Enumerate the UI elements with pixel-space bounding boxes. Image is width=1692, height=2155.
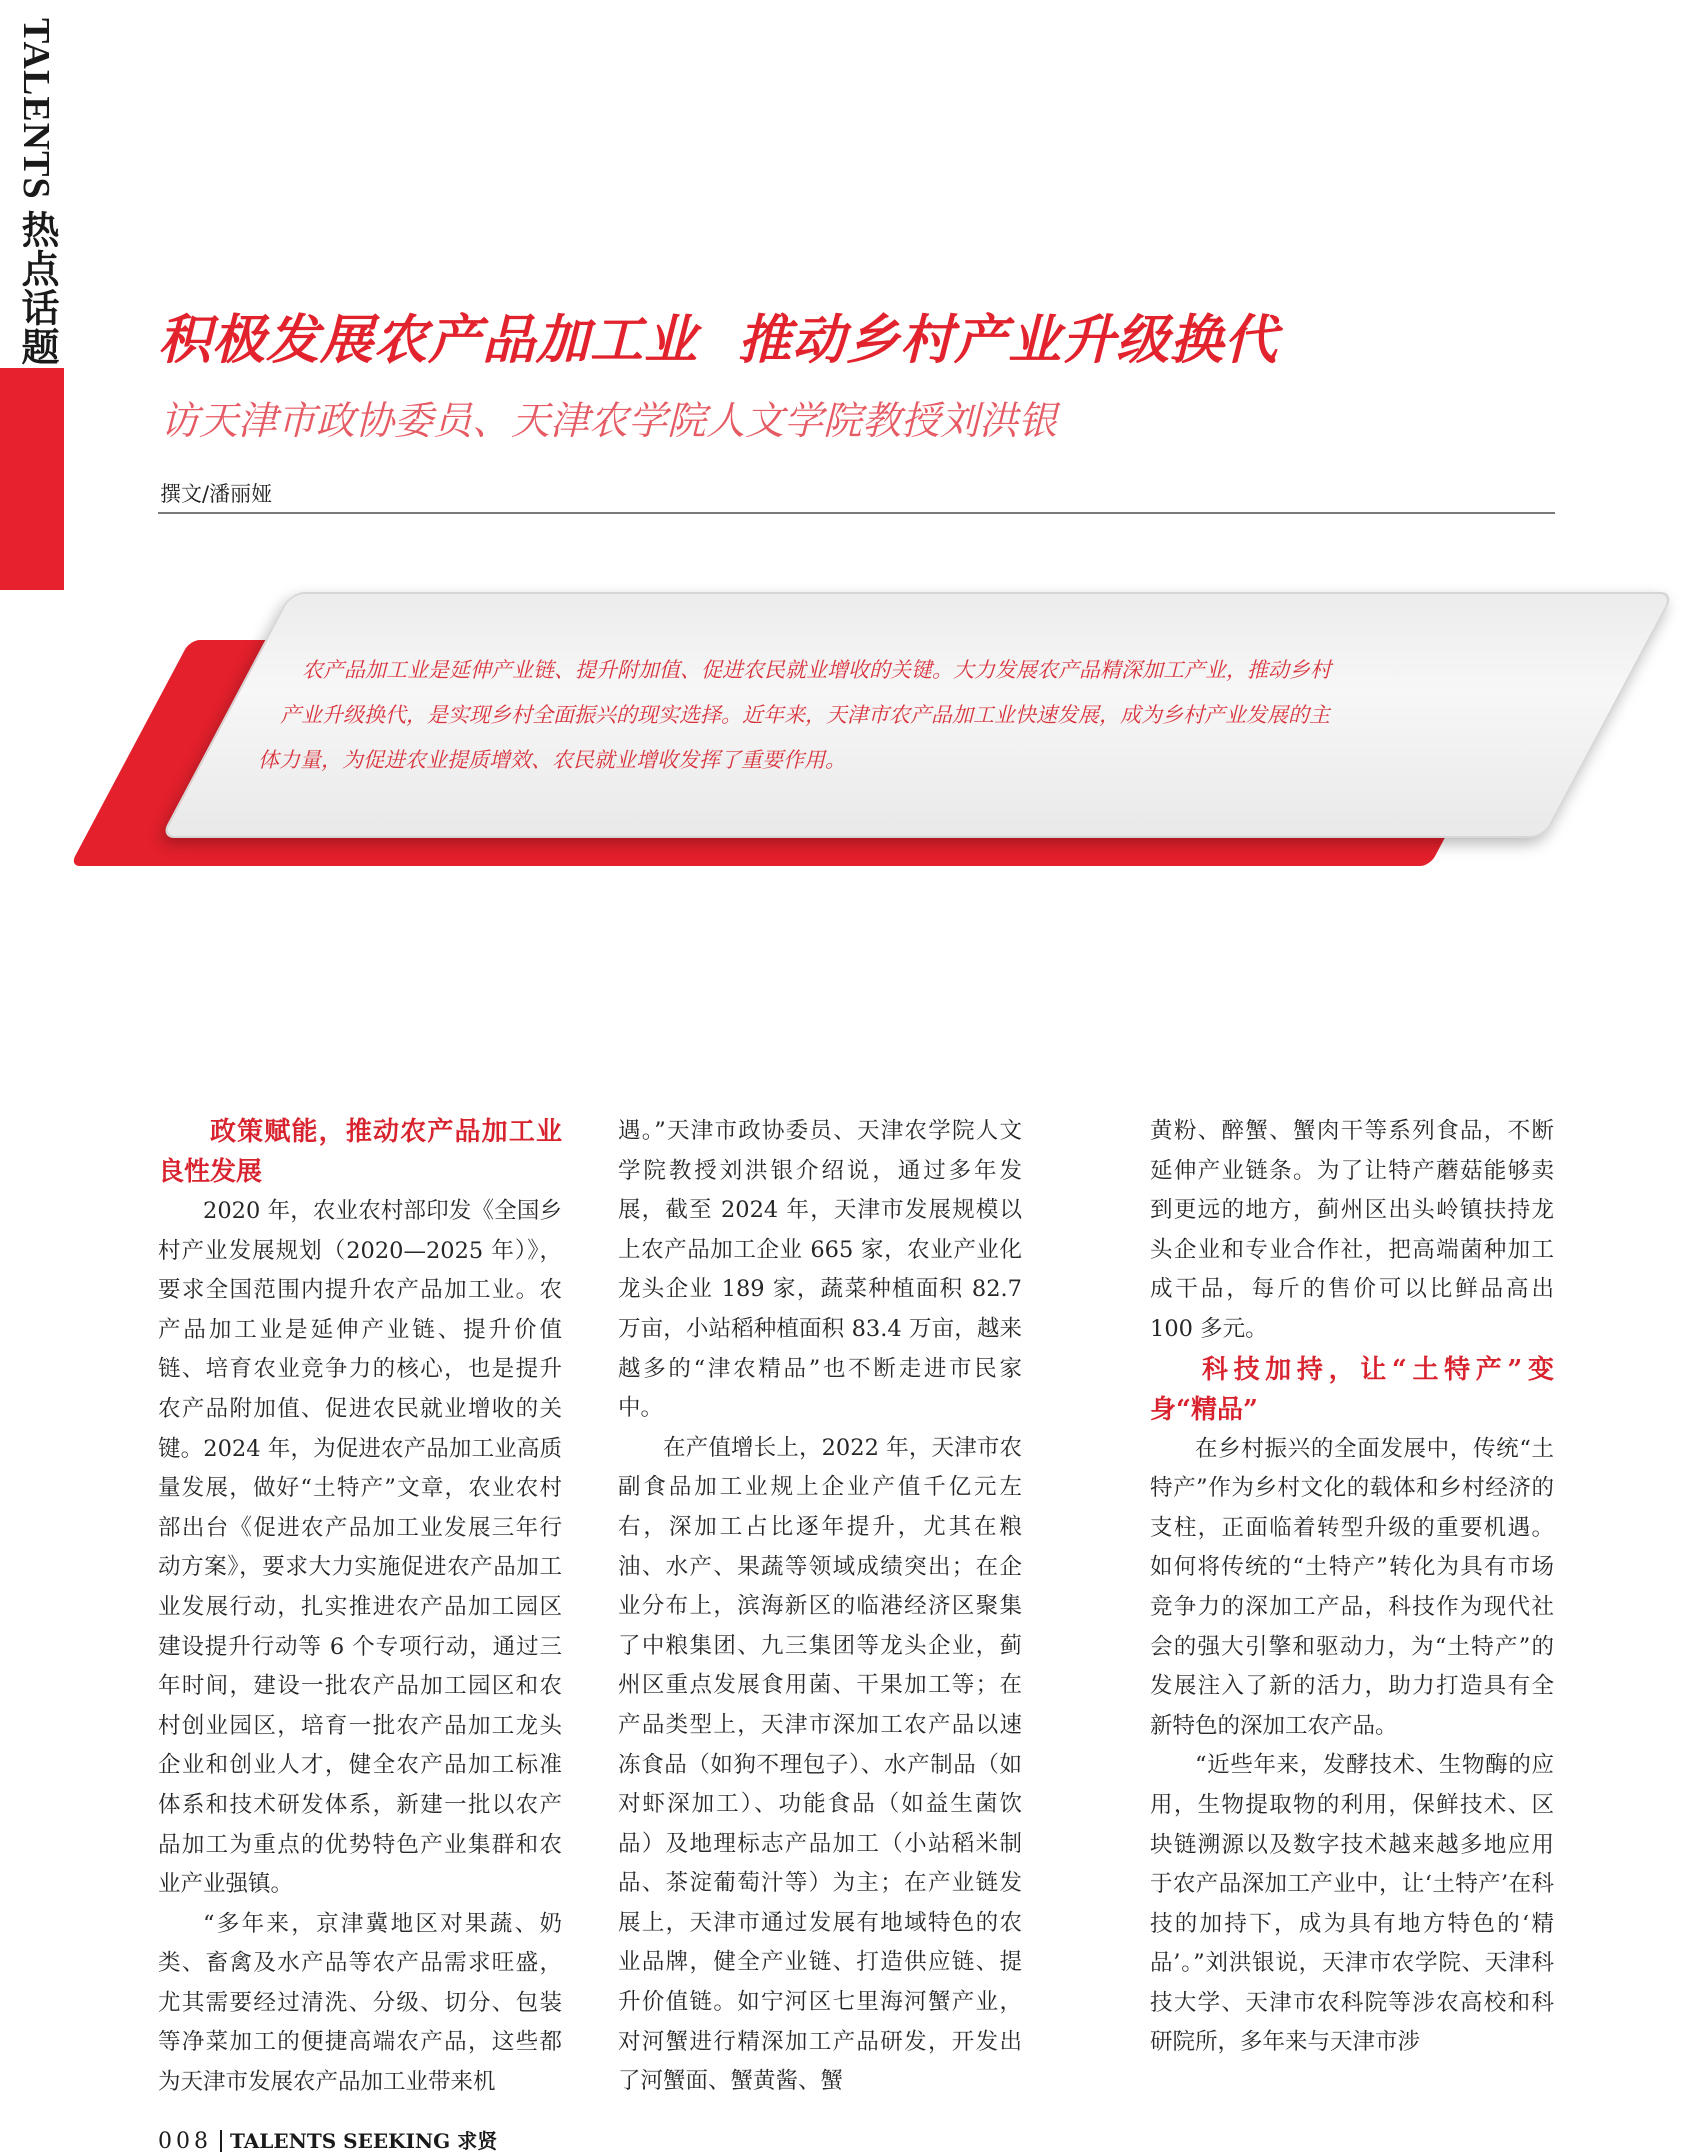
article-title-part1: 积极发展农产品加工业 (158, 310, 698, 371)
magazine-name-cn: 求贤 (457, 2129, 498, 2153)
summary-line: 体力量，为促进农业提质增效、农民就业增收发挥了重要作用。 (258, 748, 846, 772)
body-paragraph: 遇。”天津市政协委员、天津农学院人文学院教授刘洪银介绍说，通过多年发展，截至 2024 年，天津市发展规模以上农产品加工企业 665 家，农业产业化龙头企业 189 家，蔬菜种植面积 82.7 万亩，小站稻种植面积 83.4 万亩，越来越多的“津农精品”也不断走进市民家中。 (618, 1118, 1022, 1422)
section-heading: 科技加持，让“土特产”变身“精品” (1150, 1354, 1554, 1425)
magazine-name-en: TALENTS SEEKING (230, 2129, 451, 2153)
body-column-1 (158, 1112, 562, 2103)
section-heading: 政策赋能，推动农产品加工业良性发展 (158, 1117, 562, 1187)
body-column-2 (618, 1112, 1022, 2102)
header-divider (158, 512, 1555, 514)
page-footer (158, 2128, 497, 2155)
footer-separator (220, 2130, 222, 2152)
section-tab-red-bar (0, 368, 64, 590)
body-paragraph: 2020 年，农业农村部印发《全国乡村产业发展规划（2020—2025 年）》，要求全国范围内提升农产品加工业。农产品加工业是延伸产业链、提升价值链、培育农业竞争力的核心，也是提升农产品附加值、促进农民就业增收的关键。2024 年，为促进农产品加工业高质量发展，做好“土特产”文章，农业农村部出台《促进农产品加工业发展三年行动方案》，要求大力实施促进农产品加工业发展行动，扎实推进农产品加工园区建设提升行动等 6 个专项行动，通过三年时间，建设一批农产品加工园区和农村创业园区，培育一批农产品加工龙头企业和创业人才，健全农产品加工标准体系和技术研发体系，新建一批以农产品加工为重点的优势特色产业集群和农业产业强镇。 (158, 1198, 562, 1898)
page-number: 008 (158, 2129, 212, 2154)
section-tab-label: TALENTS 热点话题 (15, 18, 57, 367)
article-title-part2: 推动乡村产业升级换代 (738, 310, 1278, 371)
body-paragraph: “近些年来，发酵技术、生物酶的应用，生物提取物的利用，保鲜技术、区块链溯源以及数字技术越来越多地应用于农产品深加工产业中，让‘土特产’在科技的加持下，成为具有地方特色的‘精品’。”刘洪银说，天津市农学院、天津科技大学、天津市农科院等涉农高校和科研院所，多年来与天津市涉 (1150, 1752, 1554, 2056)
body-paragraph: 黄粉、醉蟹、蟹肉干等系列食品，不断延伸产业链条。为了让特产蘑菇能够卖到更远的地方，蓟州区出头岭镇扶持龙头企业和专业合作社，把高端菌种加工成干品，每斤的售价可以比鲜品高出 100 多元。 (1150, 1118, 1554, 1342)
body-column-3 (1150, 1112, 1554, 2063)
summary-line: 农产品加工业是延伸产业链、提升附加值、促进农民就业增收的关键。大力发展农产品精深加工产业，推动乡村 (302, 658, 1331, 682)
section-tab (0, 0, 64, 590)
summary-line: 产业升级换代，是实现乡村全面振兴的现实选择。近年来，天津市农产品加工业快速发展，成为乡村产业发展的主 (280, 703, 1330, 727)
summary-text (258, 648, 1458, 783)
article-title (158, 298, 1558, 374)
article-subtitle: 访天津市政协委员、天津农学院人文学院教授刘洪银 (160, 399, 1058, 444)
body-paragraph: “多年来，京津冀地区对果蔬、奶类、畜禽及水产品等农产品需求旺盛，尤其需要经过清洗、分级、切分、包装等净菜加工的便捷高端农产品，这些都为天津市发展农产品加工业带来机 (158, 1910, 562, 2096)
body-paragraph: 在乡村振兴的全面发展中，传统“土特产”作为乡村文化的载体和乡村经济的支柱，正面临着转型升级的重要机遇。如何将传统的“土特产”转化为具有市场竞争力的深加工产品，科技作为现代社会的强大引擎和驱动力，为“土特产”的发展注入了新的活力，助力打造具有全新特色的深加工农产品。 (1150, 1435, 1554, 1739)
body-paragraph: 在产值增长上，2022 年，天津市农副食品加工业规上企业产值千亿元左右，深加工占比逐年提升，尤其在粮油、水产、果蔬等领域成绩突出；在企业分布上，滨海新区的临港经济区聚集了中粮集团、九三集团等龙头企业，蓟州区重点发展食用菌、干果加工等；在产品类型上，天津市深加工农产品以速冻食品（如狗不理包子）、水产制品（如对虾深加工）、功能食品（如益生菌饮品）及地理标志产品加工（小站稻米制品、茶淀葡萄汁等）为主；在产业链发展上，天津市通过发展有地域特色的农业品牌，健全产业链、打造供应链、提升价值链。如宁河区七里海河蟹产业，对河蟹进行精深加工产品研发，开发出了河蟹面、蟹黄酱、蟹 (618, 1434, 1022, 2095)
byline: 撰文/潘丽娅 (160, 482, 273, 506)
